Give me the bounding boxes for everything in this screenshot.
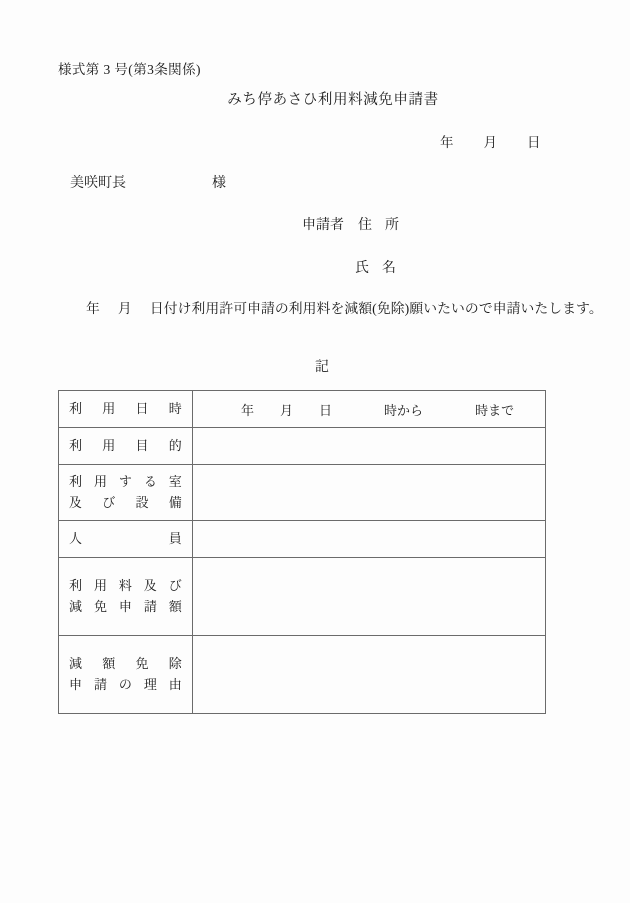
row-value-fee-and-reduction-amount[interactable]: [193, 558, 546, 636]
table-row: [59, 428, 546, 465]
label-line: 減免申請額: [69, 598, 182, 614]
applicant-address-line: [302, 214, 399, 234]
date-month: 月: [483, 135, 497, 150]
label-line: 利用目的: [69, 437, 182, 453]
body-sentence-rest: 日付け利用許可申請の利用料を減額(免除)願いたいので申請いたします。: [149, 301, 603, 316]
row-label-reduction-reason: [59, 636, 193, 714]
row-value-number-of-people[interactable]: [193, 521, 546, 558]
date-year: 年: [440, 135, 454, 150]
applicant-address-label-a: 住: [358, 218, 372, 233]
label-line: 減額免除: [69, 655, 182, 671]
label-line: 及び設備: [69, 494, 182, 510]
label-line: 申請の理由: [69, 676, 182, 692]
table-row: [59, 391, 546, 428]
table-row: [59, 521, 546, 558]
row-value-reduction-reason[interactable]: [193, 636, 546, 714]
applicant-name-line: [355, 257, 396, 277]
row-label-usage-purpose: [59, 428, 193, 465]
label-line: 利用する室: [69, 473, 182, 489]
body-sentence: [86, 297, 603, 317]
date-line: [440, 131, 541, 151]
usage-datetime-value: [203, 403, 514, 418]
row-value-room-and-equipment[interactable]: [193, 465, 546, 521]
form-number: 様式第 3 号(第3条関係): [58, 62, 201, 77]
usage-year: 年: [241, 402, 255, 418]
addressee-honorific: 様: [212, 176, 226, 191]
row-label-usage-datetime: [59, 391, 193, 428]
usage-time-from: 時から: [384, 402, 424, 418]
applicant-label: 申請者: [302, 218, 344, 233]
addressee-name: 美咲町長: [70, 176, 126, 191]
table-row: [59, 465, 546, 521]
row-value-usage-purpose[interactable]: [193, 428, 546, 465]
row-label-fee-and-reduction-amount: [59, 558, 193, 636]
addressee: [70, 172, 226, 192]
table-row: [59, 636, 546, 714]
date-day: 日: [527, 135, 541, 150]
label-line: 利用料及び: [69, 577, 182, 593]
applicant-address-label-b: 所: [385, 218, 399, 233]
usage-day: 日: [319, 402, 333, 418]
page-title: みち停あさひ利用料減免申請書: [227, 92, 439, 108]
table-row: [59, 558, 546, 636]
applicant-name-label-a: 氏: [355, 261, 369, 276]
body-year: 年: [86, 301, 100, 316]
ki-marker: 記: [315, 360, 329, 375]
application-form-table: [58, 390, 546, 714]
row-label-number-of-people: [59, 521, 193, 558]
usage-month: 月: [280, 402, 294, 418]
usage-time-to: 時まで: [475, 402, 515, 418]
row-value-usage-datetime[interactable]: [193, 391, 546, 428]
applicant-name-label-b: 名: [382, 261, 396, 276]
label-line: 利用日時: [69, 400, 182, 416]
label-line: 人員: [69, 530, 182, 546]
body-month: 月: [117, 301, 132, 316]
row-label-room-and-equipment: [59, 465, 193, 521]
